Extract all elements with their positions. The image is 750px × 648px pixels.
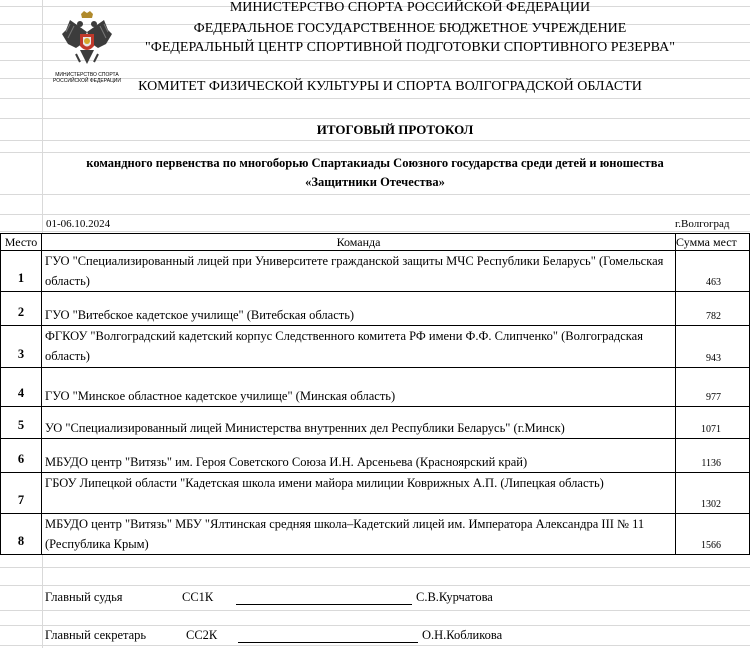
place-cell: 5: [1, 407, 42, 439]
team-cell: ФГКОУ "Волгоградский кадетский корпус Следственного комитета РФ имени Ф.Ф. Слипченко" (Волгоградская область): [41, 326, 675, 368]
emblem-caption-2: РОССИЙСКОЙ ФЕДЕРАЦИИ: [53, 78, 121, 84]
table-row: [1, 251, 750, 292]
team-cell: УО "Специализированный лицей Министерства внутренних дел Республики Беларусь" (г.Минск): [41, 407, 675, 439]
table-row: [1, 326, 750, 368]
place-cell: 3: [1, 326, 42, 368]
table-row: [1, 407, 750, 439]
sum-cell: 1302: [676, 473, 750, 514]
results-table: [0, 233, 750, 555]
competition-dates: 01-06.10.2024: [46, 218, 111, 230]
chief-secretary-category: СС2К: [186, 628, 218, 642]
table-row: [1, 368, 750, 407]
place-cell: 6: [1, 439, 42, 473]
competition-city: г.Волгоград: [675, 218, 730, 230]
table-row: [1, 514, 750, 555]
chief-secretary-role: Главный секретарь: [45, 628, 147, 642]
table-row: [1, 473, 750, 514]
place-cell: 1: [1, 251, 42, 292]
table-row: [1, 292, 750, 326]
chief-judge-name: С.В.Курчатова: [416, 590, 493, 604]
team-cell: ГБОУ Липецкой области "Кадетская школа имени майора милиции Коврижных А.П. (Липецкая область): [41, 473, 675, 514]
team-cell: ГУО "Витебское кадетское училище" (Витебская область): [41, 292, 675, 326]
ministry-name: МИНИСТЕРСТВО СПОРТА РОССИЙСКОЙ ФЕДЕРАЦИИ: [229, 0, 591, 15]
place-cell: 8: [1, 514, 42, 555]
institution-name: "ФЕДЕРАЛЬНЫЙ ЦЕНТР СПОРТИВНОЙ ПОДГОТОВКИ СПОРТИВНОГО РЕЗЕРВА": [145, 40, 675, 55]
institution-type: ФЕДЕРАЛЬНОЕ ГОСУДАРСТВЕННОЕ БЮДЖЕТНОЕ УЧРЕЖДЕНИЕ: [193, 21, 627, 36]
chief-judge-role: Главный судья: [45, 590, 123, 604]
chief-secretary-name: О.Н.Кобликова: [422, 628, 503, 642]
emblem-caption-1: МИНИСТЕРСТВО СПОРТА: [55, 72, 119, 78]
sum-cell: 1136: [676, 439, 750, 473]
chief-judge-signature-line: [236, 604, 412, 605]
team-cell: МБУДО центр "Витязь" им. Героя Советского Союза И.Н. Арсеньева (Красноярский край): [41, 439, 675, 473]
protocol-subtitle-1: командного первенства по многоборью Спартакиады Союзного государства среди детей и юношества: [86, 156, 664, 170]
sum-cell: 943: [676, 326, 750, 368]
column-header-team: Команда: [41, 234, 675, 251]
protocol-subtitle-2: «Защитники Отечества»: [305, 175, 445, 189]
sum-cell: 782: [676, 292, 750, 326]
team-cell: ГУО "Специализированный лицей при Университете гражданской защиты МЧС Республики Беларусь" (Гомельская область): [41, 251, 675, 292]
sum-cell: 1071: [676, 407, 750, 439]
place-cell: 4: [1, 368, 42, 407]
protocol-title: ИТОГОВЫЙ ПРОТОКОЛ: [316, 122, 474, 137]
column-header-sum: Сумма мест: [676, 234, 750, 251]
place-cell: 7: [1, 473, 42, 514]
place-cell: 2: [1, 292, 42, 326]
chief-secretary-signature-line: [238, 642, 418, 643]
team-cell: МБУДО центр "Витязь" МБУ "Ялтинская средняя школа–Кадетский лицей им. Императора Александра III № 11 (Республика Крым): [41, 514, 675, 555]
chief-judge-category: СС1К: [182, 590, 214, 604]
sum-cell: 1566: [676, 514, 750, 555]
table-row: [1, 439, 750, 473]
sum-cell: 463: [676, 251, 750, 292]
table-header-row: [1, 234, 750, 251]
committee-name: КОМИТЕТ ФИЗИЧЕСКОЙ КУЛЬТУРЫ И СПОРТА ВОЛГОГРАДСКОЙ ОБЛАСТИ: [138, 79, 642, 94]
column-header-place: Место: [1, 234, 42, 251]
sum-cell: 977: [676, 368, 750, 407]
team-cell: ГУО "Минское областное кадетское училище" (Минская область): [41, 368, 675, 407]
